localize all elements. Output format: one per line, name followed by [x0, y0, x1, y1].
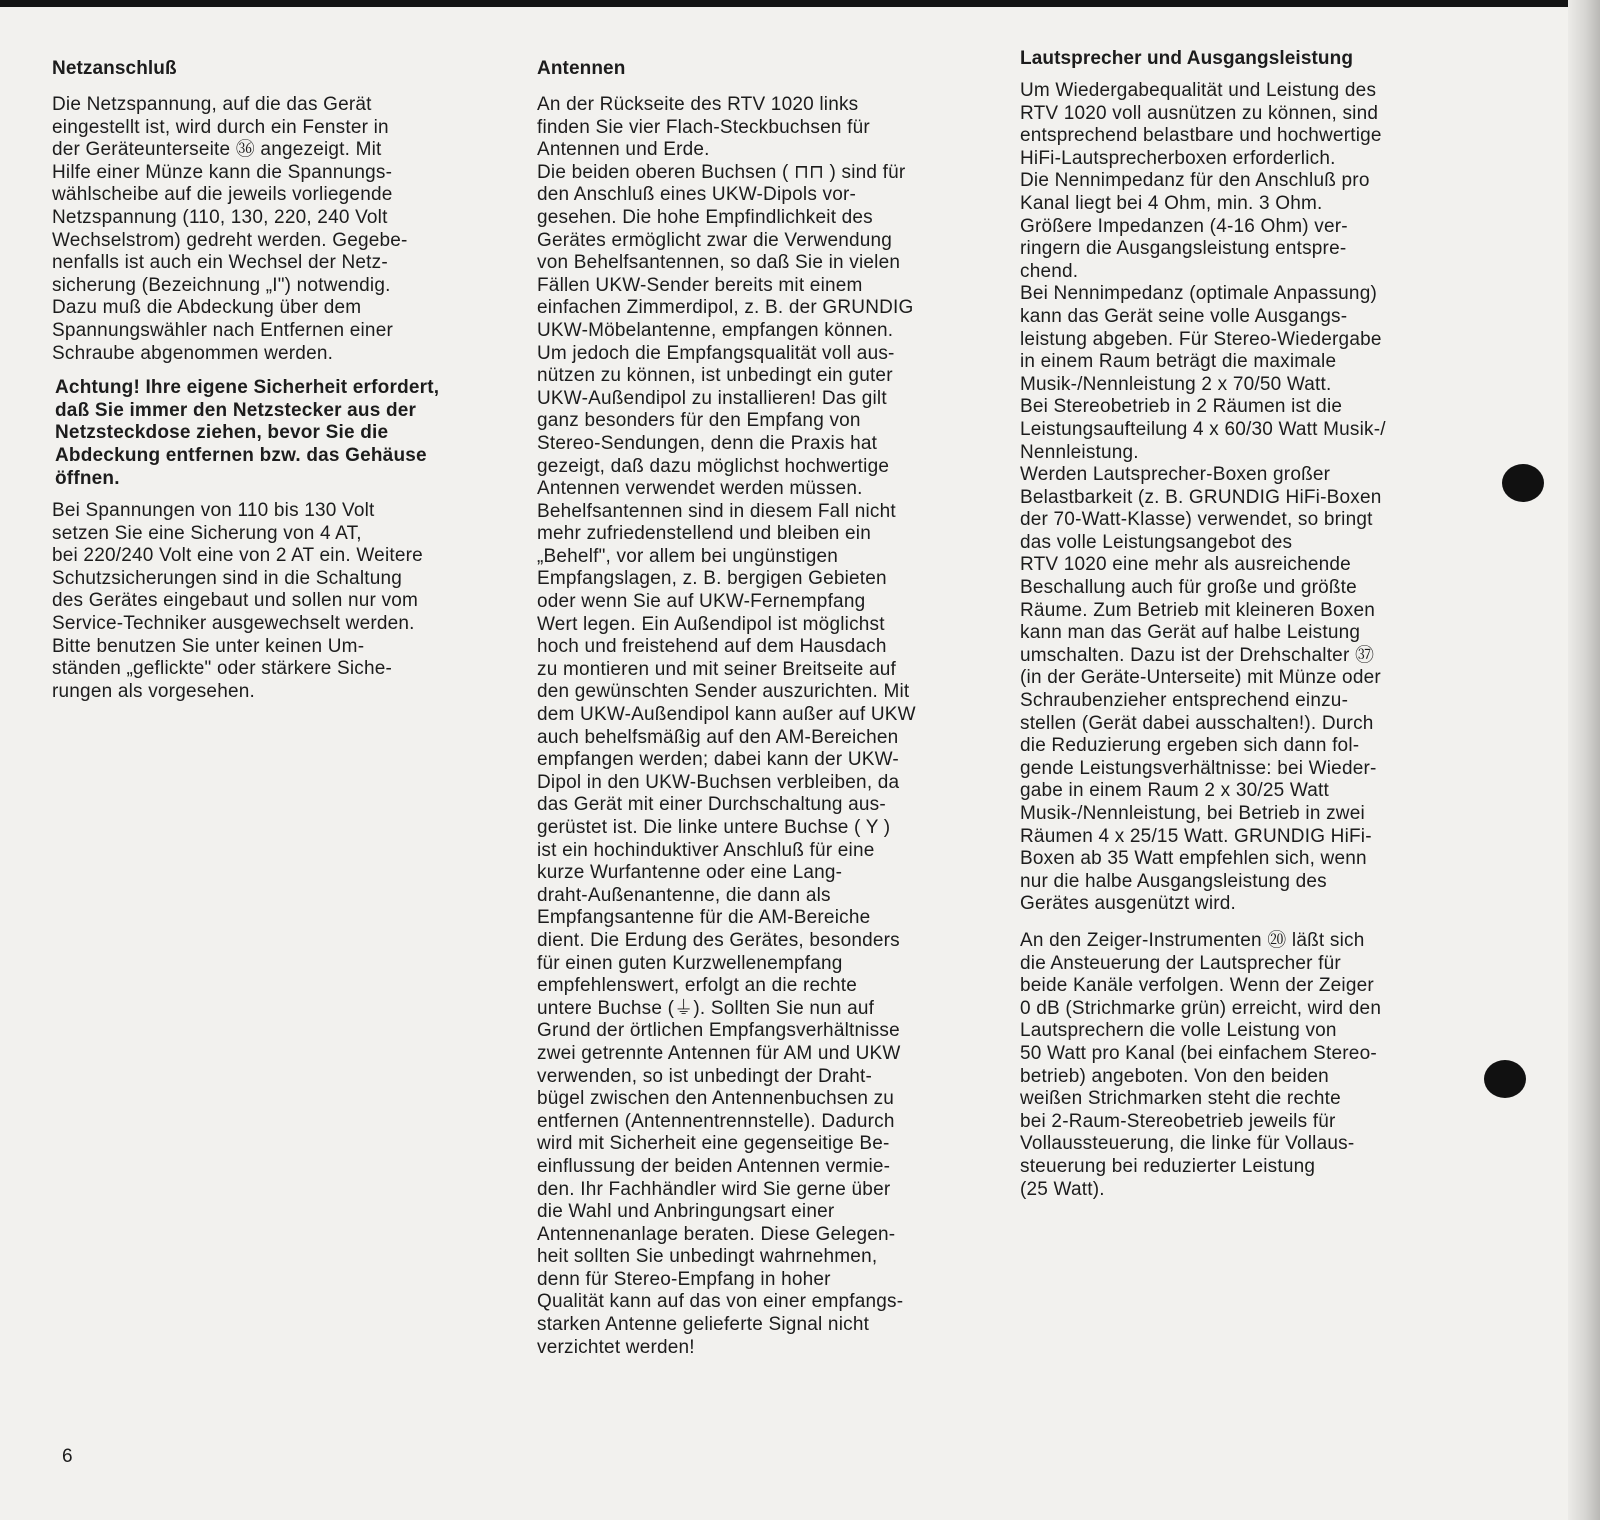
zeiger-instrumente-paragraph: An den Zeiger-Instrumenten ⑳ läßt sich die Ansteuerung der Lautsprecher für beide Kanäle verfolgen. Wenn der Zeiger 0 dB (Strichmarke grün) erreicht, wird den Lautsprechern die volle Leistung von 50 Watt pro Kanal (bei einfachem Stereo- betrieb) angeboten. Von den beiden weißen Strichmarken steht die rechte bei 2-Raum-Stereobetrieb jeweils für Vollaussteuerung, die linke für Vollaus- steuerung bei reduzierter Leistung (25 Watt).: [1020, 929, 1382, 1200]
antennen-paragraph: An der Rückseite des RTV 1020 links finden Sie vier Flach-Steckbuchsen für Antennen und Erde. Die beiden oberen Buchsen ( ⊓⊓ ) sind für den Anschluß eines UKW-Dipols vor- gesehen. Die hohe Empfindlichkeit des Gerätes ermöglicht zwar die Verwendung von Behelfsantennen, so daß Sie in vielen Fällen UKW-Sender bereits mit einem einfachen Zimmerdipol, z. B. der GRUNDIG UKW-Möbelantenne, empfangen können. Um jedoch die Empfangsqualität voll aus- nützen zu können, ist unbedingt ein guter UKW-Außendipol zu installieren! Das gilt ganz besonders für den Empfang von Stereo-Sendungen, denn die Praxis hat gezeigt, daß dazu möglichst hochwertige Antennen verwendet werden müssen. Behelfsantennen sind in diesem Fall nicht mehr zufriedenstellend und bleiben ein „Behelf", vor allem bei ungünstigen Empfangslagen, z. B. bergigen Gebieten oder wenn Sie auf UKW-Fernempfang Wert legen. Ein Außendipol ist möglichst hoch und freistehend auf dem Hausdach zu montieren und mit seiner Breitseite auf den gewünschten Sender auszurichten. Mit dem UKW-Außendipol kann außer auf UKW auch behelfsmäßig auf den AM-Bereichen empfangen werden; dabei kann der UKW- Dipol in den UKW-Buchsen verbleiben, da das Gerät mit einer Durchschaltung aus- gerüstet ist. Die linke untere Buchse ( Y ) ist ein hochinduktiver Anschluß für eine kurze Wurfantenne oder eine Lang- draht-Außenantenne, die dann als Empfangsantenne für die AM-Bereiche dient. Die Erdung des Gerätes, besonders für einen guten Kurzwellenempfang empfehlenswert, erfolgt an die rechte untere Buchse (⏚). Sollten Sie nun auf Grund der örtlichen Empfangsverhältnisse zwei getrennte Antennen für AM und UKW verwenden, so ist unbedingt der Draht- bügel zwischen den Antennenbuchsen zu entfernen (Antennentrennstelle). Dadurch wird mit Sicherheit eine gegenseitige Be- einflussung der beiden Antennen vermie- den. Ihr Fachhändler wird Sie gerne über die Wahl und Anbringungsart einer Antennenanlage beraten. Diese Gelegen- heit sollten Sie unbedingt wahrnehmen, denn für Stereo-Empfang in hoher Qualität kann auf das von einer empfangs- starken Antenne gelieferte Signal nicht verzichtet werden!: [537, 94, 916, 1358]
section-heading-antennen: Antennen: [537, 58, 626, 79]
safety-warning: Achtung! Ihre eigene Sicherheit erfordert, daß Sie immer den Netzstecker aus der Netzsteckdose ziehen, bevor Sie die Abdeckung entfernen bzw. das Gehäuse öffnen.: [55, 377, 440, 489]
fuse-paragraph: Bei Spannungen von 110 bis 130 Volt setzen Sie eine Sicherung von 4 AT, bei 220/240 Volt eine von 2 AT ein. Weitere Schutzsicherungen sind in die Schaltung des Gerätes eingebaut und sollen nur vom Service-Techniker ausgewechselt werden. Bitte benutzen Sie unter keinen Um- ständen „geflickte" oder stärkere Siche- rungen als vorgesehen.: [52, 500, 423, 702]
page-binding-shadow: [1568, 0, 1600, 1520]
netzanschluss-paragraph: Die Netzspannung, auf die das Gerät eingestellt ist, wird durch ein Fenster in der Geräteunterseite ㊱ angezeigt. Mit Hilfe einer Münze kann die Spannungs- wählscheibe auf die jeweils vorliegende Netzspannung (110, 130, 220, 240 Volt Wechselstrom) gedreht werden. Gegebe- nenfalls ist auch ein Wechsel der Netz- sicherung (Bezeichnung „I") notwendig. Dazu muß die Abdeckung über dem Spannungswähler nach Entfernen einer Schraube abgenommen werden.: [52, 94, 408, 364]
section-heading-lautsprecher: Lautsprecher und Ausgangsleistung: [1020, 48, 1354, 69]
column-antennen: [537, 48, 997, 1359]
punch-hole-top: [1502, 464, 1544, 502]
scan-top-border: [0, 0, 1600, 7]
column-lautsprecher: [1020, 48, 1470, 1201]
page-number: 6: [62, 1446, 73, 1467]
column-netzanschluss: [52, 48, 482, 703]
lautsprecher-paragraph: Um Wiedergabequalität und Leistung des RTV 1020 voll ausnützen zu können, sind entsprechend belastbare und hochwertige HiFi-Lautsprecherboxen erforderlich. Die Nennimpedanz für den Anschluß pro Kanal liegt bei 4 Ohm, min. 3 Ohm. Größere Impedanzen (4-16 Ohm) ver- ringern die Ausgangsleistung entspre- chend. Bei Nennimpedanz (optimale Anpassung) kann das Gerät seine volle Ausgangs- leistung abgeben. Für Stereo-Wiedergabe in einem Raum beträgt die maximale Musik-/Nennleistung 2 x 70/50 Watt. Bei Stereobetrieb in 2 Räumen ist die Leistungsaufteilung 4 x 60/30 Watt Musik-/ Nennleistung. Werden Lautsprecher-Boxen großer Belastbarkeit (z. B. GRUNDIG HiFi-Boxen der 70-Watt-Klasse) verwendet, so bringt das volle Leistungsangebot des RTV 1020 eine mehr als ausreichende Beschallung auch für große und größte Räume. Zum Betrieb mit kleineren Boxen kann man das Gerät auf halbe Leistung umschalten. Dazu ist der Drehschalter ㊲ (in der Geräte-Unterseite) mit Münze oder Schraubenzieher entsprechend einzu- stellen (Gerät dabei ausschalten!). Durch die Reduzierung ergeben sich dann fol- gende Leistungsverhältnisse: bei Wieder- gabe in einem Raum 2 x 30/25 Watt Musik-/Nennleistung, bei Betrieb in zwei Räumen 4 x 25/15 Watt. GRUNDIG HiFi- Boxen ab 35 Watt empfehlen sich, wenn nur die halbe Ausgangsleistung des Gerätes ausgenützt wird.: [1020, 80, 1386, 915]
section-heading-netzanschluss: Netzanschluß: [52, 58, 177, 79]
punch-hole-bottom: [1484, 1060, 1526, 1098]
